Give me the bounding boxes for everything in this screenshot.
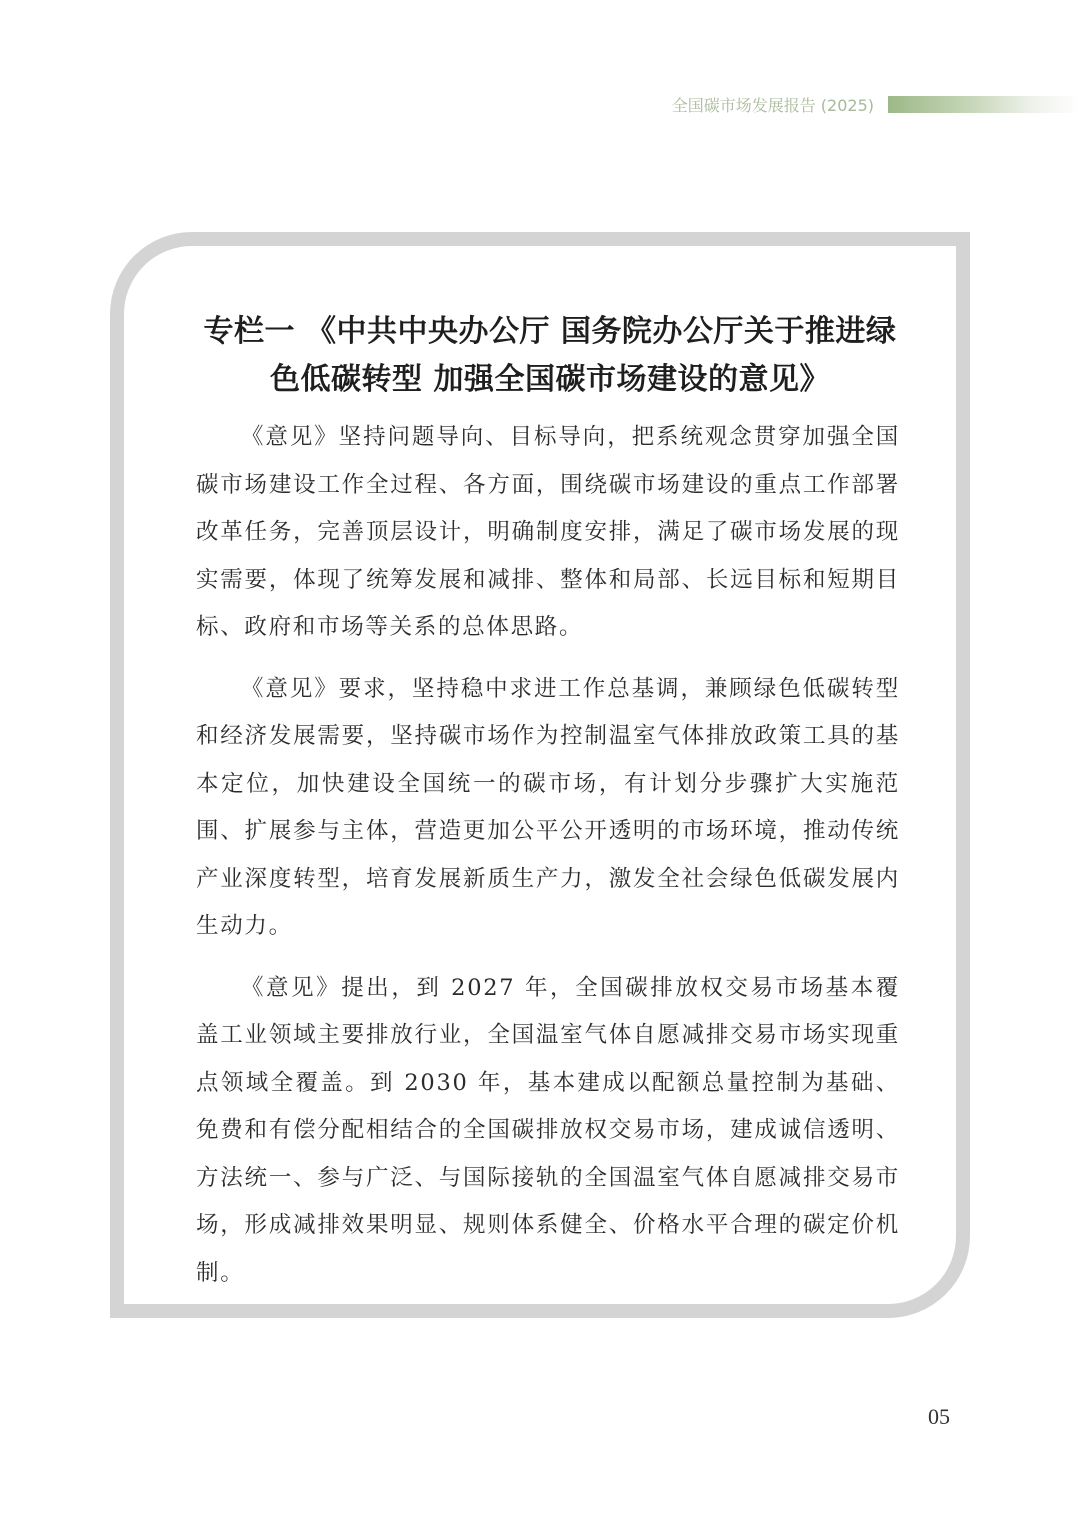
running-header	[0, 90, 1080, 120]
paragraph-3: 《意见》提出，到 2027 年，全国碳排放权交易市场基本覆盖工业领域主要排放行业，全国温室气体自愿减排交易市场实现重点领域全覆盖。到 2030 年，基本建成以配额总量控制为基础、免费和有偿分配相结合的全国碳排放权交易市场，建成诚信透明、方法统一、参与广泛、与国际接轨的全国温室气体自愿减排交易市场，形成减排效果明显、规则体系健全、价格水平合理的碳定价机制。	[196, 974, 900, 1286]
box-title-line-1: 专栏一 《中共中央办公厅 国务院办公厅关于推进绿	[203, 314, 897, 349]
paragraph-2: 《意见》要求，坚持稳中求进工作总基调，兼顾绿色低碳转型和经济发展需要，坚持碳市场作为控制温室气体排放政策工具的基本定位，加快建设全国统一的碳市场，有计划分步骤扩大实施范围、扩展参与主体，营造更加公平公开透明的市场环境，推动传统产业深度转型，培育发展新质生产力，激发全社会绿色低碳发展内生动力。	[196, 675, 900, 939]
header-accent-bar	[888, 96, 1080, 113]
box-title-line-2: 色低碳转型 加强全国碳市场建设的意见》	[270, 362, 830, 397]
report-title: 全国碳市场发展报告 (2025)	[671, 96, 874, 115]
page-number: 05	[928, 1404, 950, 1429]
paragraph-1: 《意见》坚持问题导向、目标导向，把系统观念贯穿加强全国碳市场建设工作全过程、各方面，围绕碳市场建设的重点工作部署改革任务，完善顶层设计，明确制度安排，满足了碳市场发展的现实需要，体现了统筹发展和减排、整体和局部、长远目标和短期目标、政府和市场等关系的总体思路。	[196, 424, 900, 640]
box-body	[196, 414, 900, 1311]
box-title	[180, 308, 920, 404]
